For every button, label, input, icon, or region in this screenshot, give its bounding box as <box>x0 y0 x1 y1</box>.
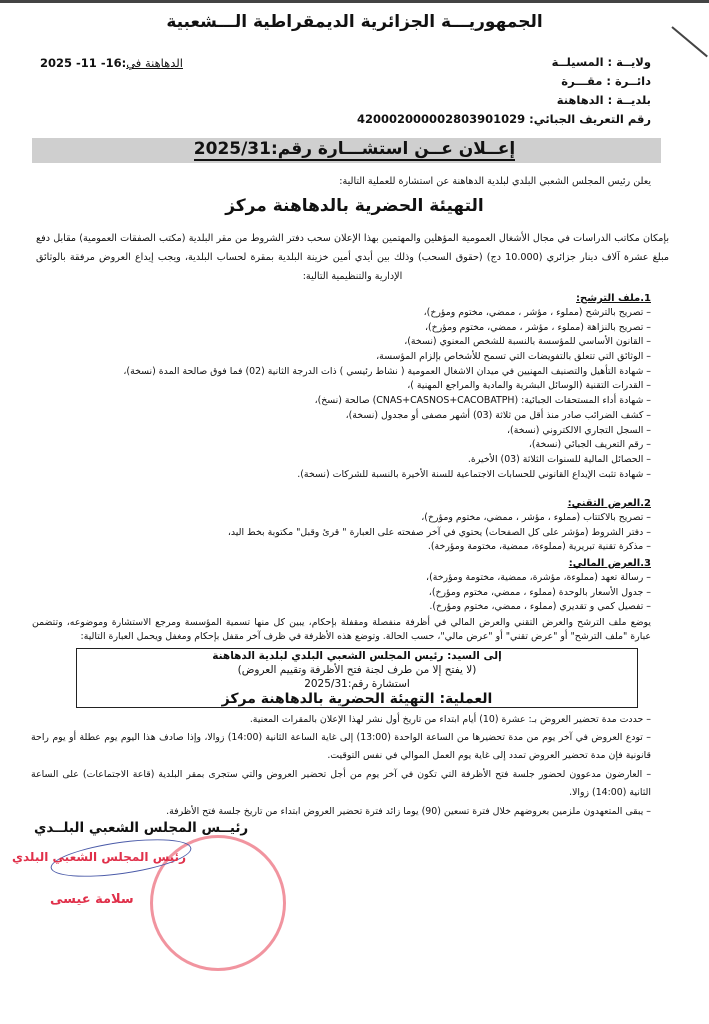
bullet-opening-session: – العارضون مدعوون لحضور جلسة فتح الأظرفة التي تكون في آخر يوم من أجل تحضير العروض والتي ستجرى بمقر البلدية (قاعة الاجتماعات) على الساعة الثانية (14:00) زوالا. <box>31 766 651 802</box>
section-financial <box>41 556 651 615</box>
list-item: – تفصيل كمي و تقديري (مملوء ، ممضي، مختوم ومؤرخ). <box>41 600 651 615</box>
signatory-name: سلامة عيسى <box>50 892 134 907</box>
operation-title: التهيئة الحضرية بالدهاهنة مركز <box>225 196 484 216</box>
tax-id: رقم التعريف الجبائي: 420002000002803901029 <box>357 112 651 126</box>
box-consultation-number: استشارة رقم:2025/31 <box>304 678 410 690</box>
list-item: – رقم التعريف الجبائي (نسخة)، <box>41 438 651 453</box>
intro-text: يعلن رئيس المجلس الشعبي البلدي لبلدية الدهاهنة عن استشارة للعملية التالية: <box>339 176 651 187</box>
section-title: 3.العرض المالي: <box>568 558 651 569</box>
daira-label: دائــرة : مقـــرة <box>561 74 651 88</box>
list-item: – القدرات التقنية (الوسائل البشرية والمادية والمراجع المهنية )، <box>41 379 651 394</box>
announcement-title-text: إعــلان عــن استشـــارة رقم:2025/31 <box>193 139 516 159</box>
section-technical <box>41 496 651 555</box>
box-note: (لا يفتح إلا من طرف لجنة فتح الأظرفة وتقييم العروض) <box>237 664 477 676</box>
list-item: – الحصائل المالية للسنوات الثلاثة (03) الأخيرة. <box>41 453 651 468</box>
list-item: – الوثائق التي تتعلق بالتفويضات التي تسمح للأشخاص بإلزام المؤسسة، <box>41 350 651 365</box>
envelope-paragraph: يوضع ملف الترشح والعرض التقني والعرض المالي في أظرفة منفصلة ومقفلة بإحكام، يبين كل منها تسمية المؤسسة ومرجع الاستشارة وموضوعه، وتتضمن عبارة "ملف الترشح" أو "عرض تقني" أو "عرض مالي"، حسب الحالة. وتوضع هذه الأظرفة في ظرف آخر مقفل بإحكام ومغفل ويحمل العبارة التالية: <box>32 617 651 642</box>
announcement-title <box>0 139 709 159</box>
list-item: – تصريح بالنزاهة (مملوء ، مؤشر ، ممضي، مختوم ومؤرخ)، <box>41 321 651 336</box>
signature-stamp-text: رئيس المجلس الشعبي البلدي <box>12 850 186 864</box>
republic-header: الجمهوريـــة الجزائرية الديمقراطية الـــشعبية <box>166 12 543 32</box>
bullet-submission: – تودع العروض في آخر يوم من مدة تحضيرها من الساعة الواحدة (13:00) إلى غاية الساعة الثانية (14:00) زوالا، وإذا صادف هذا اليوم يوم عطلة أو يوم راحة قانونية فإن مدة تحضير العروض تمدد إلى غاية يوم العمل الموالي في نفس التوقيت. <box>31 729 651 765</box>
bullet-deadline: – حددت مدة تحضير العروض بـ: عشرة (10) أيام ابتداء من تاريخ أول نشر لهذا الإعلان بالمقرات المعنية. <box>31 711 651 729</box>
list-item: – دفتر الشروط (مؤشر على كل الصفحات) يحتوي في آخر صفحته على العبارة " قرئ وقبل" مكتوبة بخط اليد، <box>41 526 651 541</box>
list-item: – مذكرة تقنية تبريرية (مملوءة، ممضية، مختومة ومؤرخة). <box>41 540 651 555</box>
date-value: :16- 11- 2025 <box>40 56 127 70</box>
list-item: – تصريح بالاكتتاب (مملوء ، مؤشر ، ممضي، مختوم ومؤرخ)، <box>41 511 651 526</box>
signature-title: رئيــس المجلس الشعبي البلــدي <box>34 820 249 836</box>
list-item: – كشف الضرائب صادر منذ أقل من ثلاثة (03) أشهر مصفى أو مجدول (نسخة)، <box>41 409 651 424</box>
baladiya-label: بلديــة : الدهاهنة <box>556 93 651 107</box>
intro-paragraph: بإمكان مكاتب الدراسات في مجال الأشغال العمومية المؤهلين والمهتمين بهذا الإعلان سحب دفتر الشروط من مقر البلدية (مكتب الصفقات العمومية) مقابل دفع مبلغ عشرة آلاف دينار جزائري (10.000 دج) (حقوق السحب) وذلك بين أيدي أمين خزينة البلدية بمقرة لحساب البلدية، ويجب إيداع العروض مرفقة بالوثائق الإدارية والتنظيمية التالية: <box>36 233 669 282</box>
list-item: – القانون الأساسي للمؤسسة بالنسبة للشخص المعنوي (نسخة)، <box>41 335 651 350</box>
section-title: 2.العرض التقني: <box>567 498 651 509</box>
wilaya-label: ولايــة : المسيلــة <box>551 55 651 69</box>
section-candidacy <box>41 291 651 482</box>
box-operation: العملية: التهيئة الحضرية بالدهاهنة مركز <box>221 691 493 707</box>
list-item: – جدول الأسعار بالوحدة (مملوء ، ممضي، مختوم ومؤرخ)، <box>41 586 651 601</box>
list-item: – السجل التجاري الالكتروني (نسخة)، <box>41 424 651 439</box>
bullet-validity: – يبقى المتعهدون ملزمين بعروضهم خلال فترة تسعين (90) يوما زائد فترة تحضير العروض ابتداء من تاريخ جلسة فتح الأظرفة. <box>31 803 651 821</box>
section-title: 1.ملف الترشح: <box>576 293 651 304</box>
list-item: – شهادة أداء المستحقات الجبائية: (CNAS+CASNOS+CACOBATPH) صالحة (نسخ)، <box>41 394 651 409</box>
document-date <box>40 56 183 70</box>
scan-edge <box>0 0 709 3</box>
list-item: – شهادة التأهيل والتصنيف المهنيين في ميدان الاشغال العمومية ( نشاط رئيسي ) ذات الدرجة الثانية (02) فما فوق صالحة المدة (نسخة)، <box>41 365 651 380</box>
date-label: الدهاهنة في <box>126 56 183 70</box>
list-item: – شهادة تثبت الإيداع القانوني للحسابات الاجتماعية للسنة الأخيرة بالنسبة للشركات (نسخة). <box>41 468 651 483</box>
list-item: – تصريح بالترشح (مملوء ، مؤشر ، ممضي، مختوم ومؤرخ)، <box>41 306 651 321</box>
box-recipient: إلى السيد: رئيس المجلس الشعبي البلدي لبلدية الدهاهنة <box>212 650 502 662</box>
envelope-label-box <box>76 648 638 708</box>
list-item: – رسالة تعهد (مملوءة، مؤشرة، ممضية، مختومة ومؤرخة)، <box>41 571 651 586</box>
